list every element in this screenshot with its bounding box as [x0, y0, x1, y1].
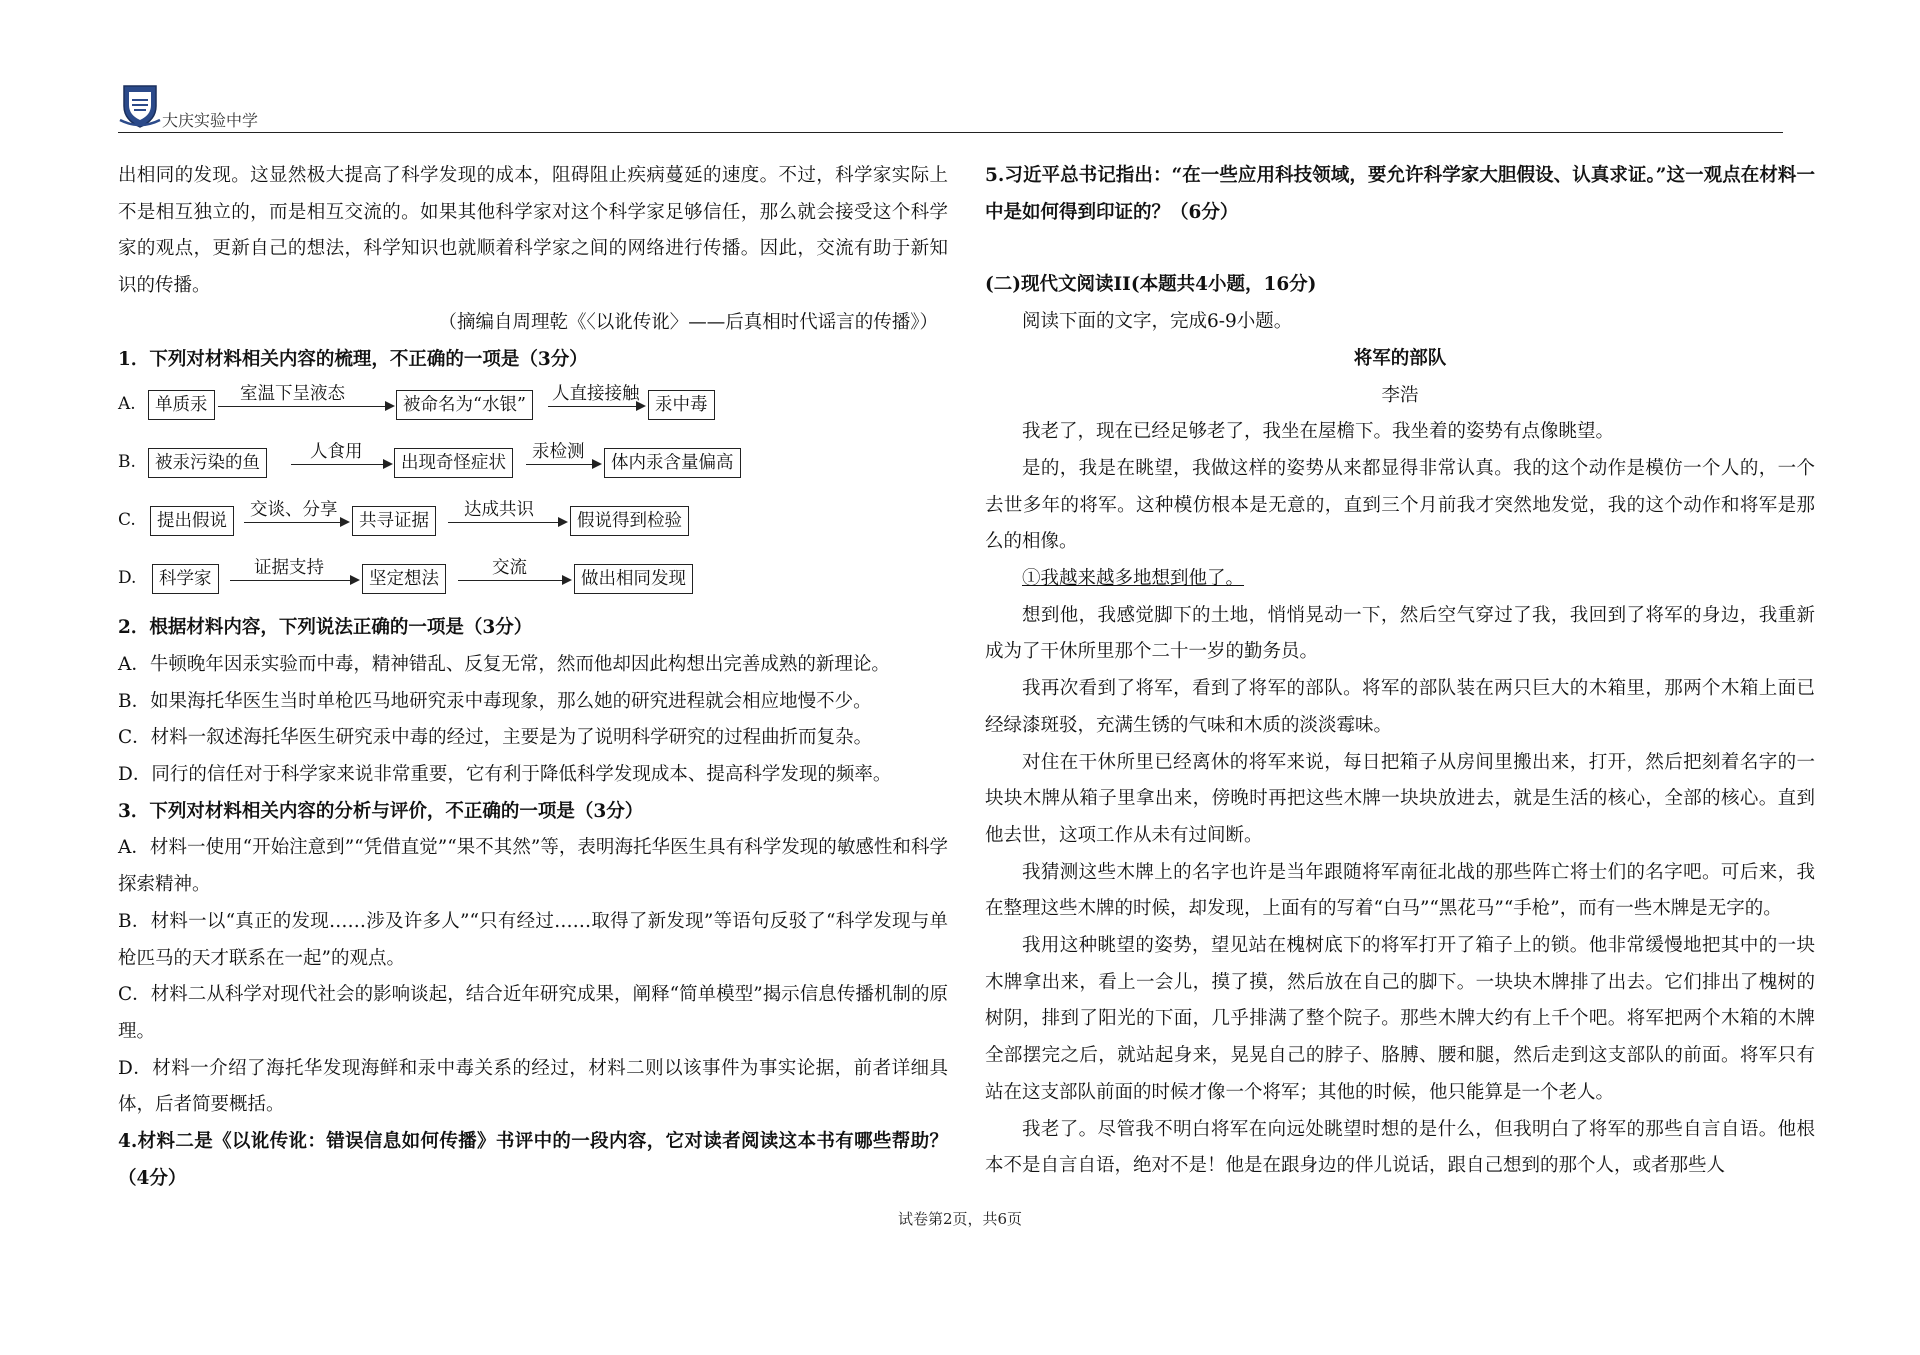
flow-box: 体内汞含量偏高 [604, 448, 741, 478]
story-paragraph: 我老了，现在已经足够老了，我坐在屋檐下。我坐着的姿势有点像眺望。 [1022, 421, 1615, 443]
question-4: 4.材料二是《以讹传讹：错误信息如何传播》书评中的一段内容，它对读者阅读这本书有哪些帮助？（4分） [118, 1131, 948, 1189]
q3-option-c: C．材料二从科学对现代社会的影响谈起，结合近年研究成果，阐释“简单模型”揭示信息传播机制的原理。 [118, 984, 948, 1042]
q3-option-d: D．材料一介绍了海托华发现海鲜和汞中毒关系的经过，材料二则以该事件为事实论据，前者详细具体，后者简要概括。 [118, 1057, 948, 1116]
option-label: A. [118, 394, 136, 415]
flow-box: 出现奇怪症状 [394, 448, 513, 478]
flow-box: 汞中毒 [648, 390, 715, 420]
q2-option-c: C．材料一叙述海托华医生研究汞中毒的经过，主要是为了说明科学研究的过程曲折而复杂。 [118, 727, 873, 749]
q1-option-d-diagram [118, 552, 948, 610]
section-heading: (二)现代文阅读II(本题共4小题，16分) [985, 274, 1317, 296]
arrow-label: 室温下呈液态 [240, 384, 345, 405]
question-3-stem: 3．下列对材料相关内容的分析与评价，不正确的一项是（3分） [118, 800, 644, 822]
flow-box: 坚定想法 [362, 564, 446, 594]
underlined-sentence: ①我越来越多地想到他了。 [1022, 568, 1245, 590]
q2-option-b: B．如果海托华医生当时单枪匹马地研究汞中毒现象，那么她的研究进程就会相应地慢不少。 [118, 690, 872, 712]
school-logo-icon [118, 80, 162, 130]
question-5: 5.习近平总书记指出：“在一些应用科技领域，要允许科学家大胆假设、认真求证。”这一观点在材料一中是如何得到印证的？（6分） [985, 165, 1815, 223]
flow-box: 科学家 [152, 564, 219, 594]
flow-box: 做出相同发现 [574, 564, 693, 594]
spacer [985, 231, 1815, 267]
question-1-stem: 1．下列对材料相关内容的梳理，不正确的一项是（3分） [118, 348, 588, 370]
story-paragraph: 想到他，我感觉脚下的土地，悄悄晃动一下，然后空气穿过了我，我回到了将军的身边，我重新成为了干休所里那个二十一岁的勤务员。 [985, 604, 1815, 663]
arrow-label: 达成共识 [464, 500, 534, 521]
story-paragraph: 是的，我是在眺望，我做这样的姿势从来都显得非常认真。我的这个动作是模仿一个人的，一个去世多年的将军。这种模仿根本是无意的，直到三个月前我才突然地发觉，我的这个动作和将军是那么的相像。 [985, 457, 1815, 553]
arrow-label: 交谈、分享 [250, 500, 338, 521]
flow-box: 假说得到检验 [570, 506, 689, 536]
story-author: 李浩 [1381, 384, 1419, 406]
page-footer: 试卷第2页，共6页 [897, 1210, 1023, 1228]
flow-box: 被汞污染的鱼 [148, 448, 267, 478]
story-paragraph: 我用这种眺望的姿势，望见站在槐树底下的将军打开了箱子上的锁。他非常缓慢地把其中的一块木牌拿出来，看上一会儿，摸了摸，然后放在自己的脚下。一块块木牌排了出去。它们排出了槐树的树阴，排到了阳光的下面，几乎排满了整个院子。那些木牌大约有上千个吧。将军把两个木箱的木牌全部摆完之后，就站起身来，晃晃自己的脖子、胳膊、腰和腿，然后走到这支部队的前面。将军只有站在这支部队前面的时候才像一个将军；其他的时候，他只能算是一个老人。 [985, 935, 1815, 1103]
q2-option-a: A．牛顿晚年因汞实验而中毒，精神错乱、反复无常，然而他却因此构想出完善成熟的新理论。 [118, 653, 890, 675]
left-column [118, 158, 948, 1197]
q1-option-a-diagram [118, 378, 948, 436]
option-label: B. [118, 452, 136, 473]
q3-option-b: B．材料一以“真正的发现……涉及许多人”“只有经过……取得了新发现”等语句反驳了“科学发现与单枪匹马的天才联系在一起”的观点。 [118, 910, 948, 969]
arrow-label: 人食用 [310, 442, 363, 463]
arrow-label: 人直接接触 [552, 384, 640, 405]
flow-box: 单质汞 [148, 390, 215, 420]
story-paragraph: 我猜测这些木牌上的名字也许是当年跟随将军南征北战的那些阵亡将士们的名字吧。可后来，我在整理这些木牌的时候，却发现，上面有的写着“白马”“黑花马”“手枪”，而有一些木牌是无字的。 [985, 861, 1815, 920]
school-name: 大庆实验中学 [162, 111, 259, 130]
flow-box: 提出假说 [150, 506, 234, 536]
right-column [985, 158, 1815, 1185]
story-paragraph: 我老了。尽管我不明白将军在向远处眺望时想的是什么，但我明白了将军的那些自言自语。他根本不是自言自语，绝对不是！他是在跟身边的伴儿说话，跟自己想到的那个人，或者那些人 [985, 1118, 1815, 1177]
flow-box: 共寻证据 [352, 506, 436, 536]
option-label: D. [118, 568, 137, 589]
option-label: C. [118, 510, 136, 531]
page-header [118, 80, 1783, 133]
story-paragraph [985, 561, 1815, 598]
passage-source: （摘编自周理乾《〈以讹传讹〉——后真相时代谣言的传播》） [438, 311, 938, 333]
arrow-label: 汞检测 [532, 442, 585, 463]
q3-option-a: A．材料一使用“开始注意到”“凭借直觉”“果不其然”等，表明海托华医生具有科学发现的敏感性和科学探索精神。 [118, 837, 948, 896]
passage-continuation: 出相同的发现。这显然极大提高了科学发现的成本，阻碍阻止疾病蔓延的速度。不过，科学家实际上不是相互独立的，而是相互交流的。如果其他科学家对这个科学家足够信任，那么就会接受这个科学家的观点，更新自己的想法，科学知识也就顺着科学家之间的网络进行传播。因此，交流有助于新知识的传播。 [118, 165, 948, 297]
flow-box: 被命名为“水银” [396, 390, 533, 420]
story-paragraph: 我再次看到了将军，看到了将军的部队。将军的部队装在两只巨大的木箱里，那两个木箱上面已经绿漆斑驳，充满生锈的气味和木质的淡淡霉味。 [985, 678, 1815, 736]
q2-option-d: D．同行的信任对于科学家来说非常重要，它有利于降低科学发现成本、提高科学发现的频率。 [118, 764, 892, 786]
q1-option-b-diagram [118, 436, 948, 494]
arrow-label: 证据支持 [254, 558, 324, 579]
q1-option-c-diagram [118, 494, 948, 552]
question-2-stem: 2．根据材料内容，下列说法正确的一项是（3分） [118, 617, 533, 639]
reading-instruction: 阅读下面的文字，完成6-9小题。 [1022, 311, 1293, 333]
arrow-label: 交流 [492, 558, 527, 579]
story-title: 将军的部队 [1353, 347, 1447, 369]
story-paragraph: 对住在干休所里已经离休的将军来说，每日把箱子从房间里搬出来，打开，然后把刻着名字的一块块木牌从箱子里拿出来，傍晚时再把这些木牌一块块放进去，就是生活的核心，全部的核心。直到他去世，这项工作从未有过间断。 [985, 751, 1815, 846]
